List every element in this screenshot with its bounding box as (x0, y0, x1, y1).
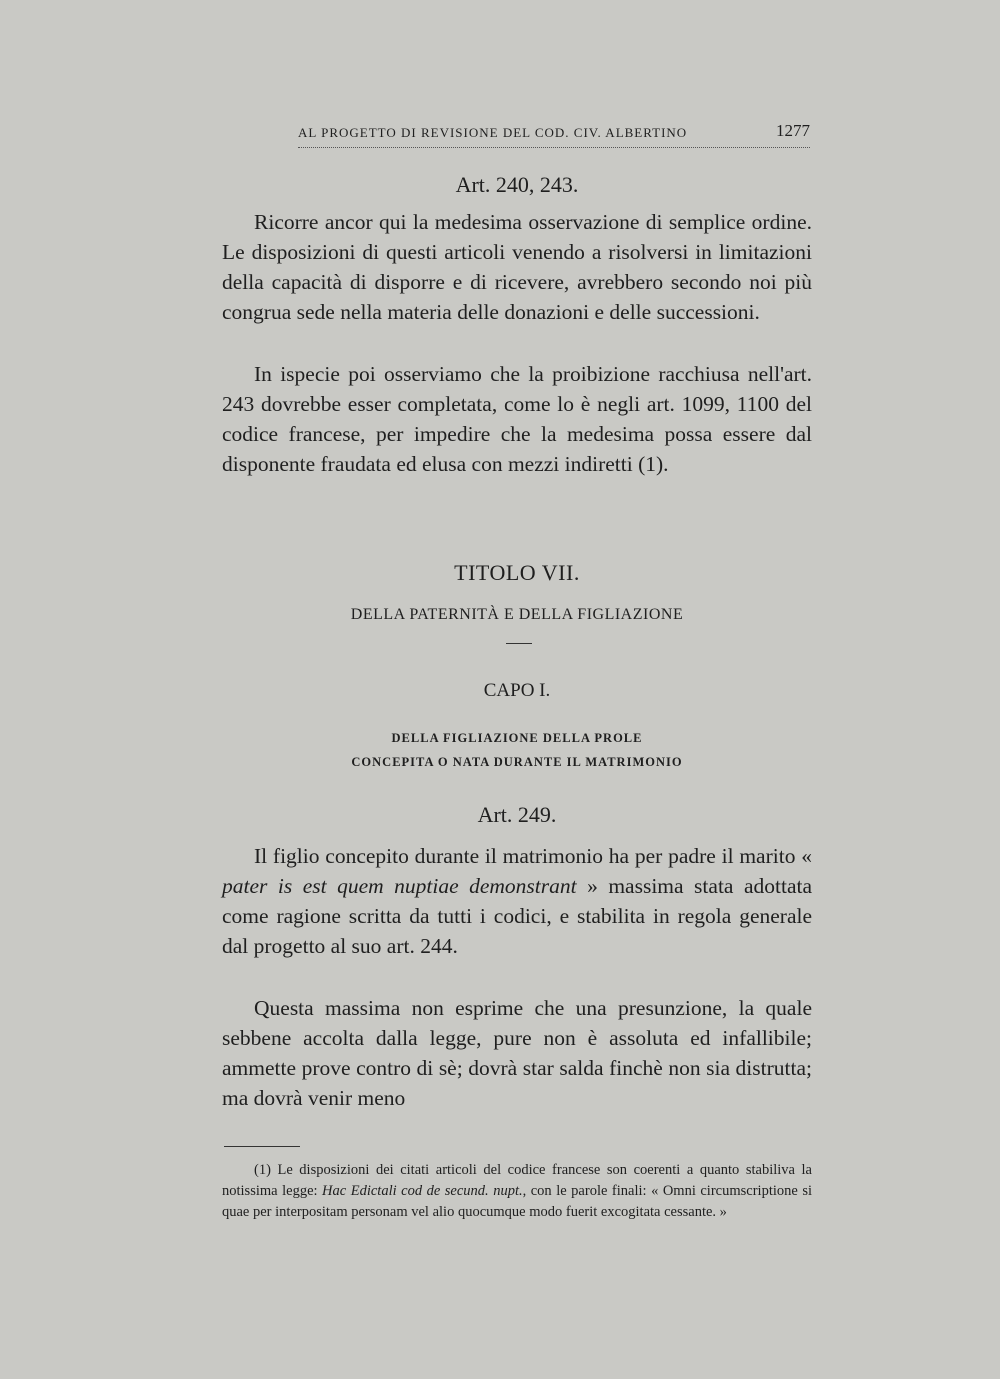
footnote-citation: Hac Edictali cod de secund. nupt. (322, 1183, 523, 1199)
footnote-1 (222, 1160, 812, 1223)
paragraph-presunzione: Questa massima non esprime che una presunzione, la quale sebbene accolta dalla legge, pure non è assoluta ed infallibile; ammette prove contro di sè; dovrà star salda finchè non sia distrutta; ma dovrà venir meno (222, 996, 812, 1110)
running-header (298, 121, 810, 148)
article-heading-240: Art. 240, 243. (455, 172, 579, 197)
section-divider (506, 643, 532, 644)
footnote-rule (224, 1146, 300, 1147)
page-number: 1277 (776, 121, 810, 140)
titolo-heading: TITOLO VII. (454, 560, 580, 585)
footnote-text-end: , con le parole finali: « Omni circumscriptione si quae per interpositam personam vel alio quocumque modo fuerit excogitata cessante. » (222, 1183, 812, 1220)
capo-heading: CAPO I. (483, 680, 551, 701)
running-title: AL PROGETTO DI REVISIONE DEL COD. CIV. ALBERTINO (298, 125, 688, 140)
paragraph-ispecie: In ispecie poi osserviamo che la proibizione racchiusa nell'art. 243 dovrebbe esser completata, come lo è negli art. 1099, 1100 del codice francese, per impedire che la medesima possa essere dal disponente fraudata ed elusa con mezzi indiretti (1). (222, 362, 812, 476)
article-heading-249: Art. 249. (477, 802, 557, 827)
paragraph-figlio-start: Il figlio concepito durante il matrimonio ha per padre il marito « (254, 844, 812, 868)
capo-subtitle-line1: DELLA FIGLIAZIONE DELLA PROLE (391, 731, 643, 745)
titolo-subtitle: DELLA PATERNITÀ E DELLA FIGLIAZIONE (350, 606, 684, 623)
footnote-text-start: (1) Le disposizioni dei citati articoli del codice francese son coerenti a quanto stabiliva la notissima legge: (222, 1162, 812, 1199)
paragraph-figlio-end: » massima stata adottata come ragione scritta da tutti i codici, e stabilita in regola generale dal progetto al suo art. 244. (222, 874, 812, 958)
paragraph-figlio (222, 841, 812, 961)
paragraph-ordine: Ricorre ancor qui la medesima osservazione di semplice ordine. Le disposizioni di questi articoli venendo a risolversi in limitazioni della capacità di disporre e di ricevere, avrebbero secondo noi più congrua sede nella materia delle donazioni e delle successioni. (222, 210, 812, 324)
latin-maxim: pater is est quem nuptiae demonstrant (222, 874, 577, 898)
capo-subtitle-line2: CONCEPITA O NATA DURANTE IL MATRIMONIO (351, 755, 683, 769)
